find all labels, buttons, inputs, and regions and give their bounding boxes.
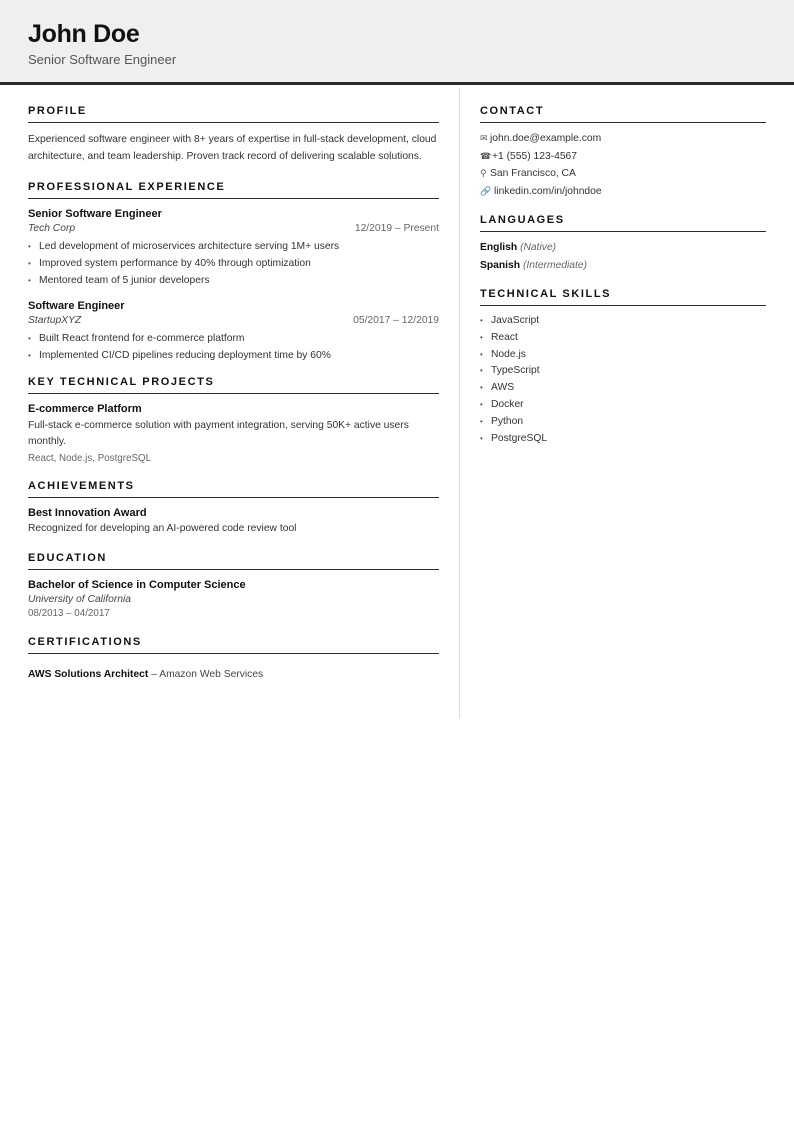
job-entry bbox=[28, 299, 439, 364]
profile-text: Experienced software engineer with 8+ years of expertise in full-stack development, cloud architecture, and team leadership. Proven track record of delivering scalable solutions. bbox=[28, 134, 437, 162]
skill-item: • TypeScript bbox=[480, 363, 766, 380]
section-heading: ACHIEVEMENTS bbox=[28, 480, 439, 498]
location-pin-icon: ⚲ bbox=[480, 168, 487, 178]
contact-list bbox=[480, 130, 766, 200]
achievement-description: Recognized for developing an AI-powered code review tool bbox=[28, 523, 297, 534]
job-bullet: • Improved system performance by 40% through optimization bbox=[28, 255, 439, 272]
job-bullet: • Implemented CI/CD pipelines reducing deployment time by 60% bbox=[28, 347, 439, 364]
experience-section bbox=[28, 181, 439, 364]
contact-text: San Francisco, CA bbox=[490, 168, 576, 179]
section-heading: CERTIFICATIONS bbox=[28, 636, 439, 654]
language-name: Spanish bbox=[480, 259, 521, 271]
contact-text: linkedin.com/in/johndoe bbox=[494, 185, 602, 197]
contact-section bbox=[480, 105, 766, 200]
project-description: Full-stack e-commerce solution with payment integration, serving 50K+ active users monthly. bbox=[28, 420, 409, 447]
contact-location bbox=[480, 165, 766, 183]
contact-phone[interactable] bbox=[480, 148, 766, 166]
section-heading: CONTACT bbox=[480, 105, 766, 123]
job-title: Senior Software Engineer bbox=[28, 208, 162, 220]
job-bullets bbox=[28, 238, 439, 289]
project-name: E-commerce Platform bbox=[28, 403, 142, 415]
education-section bbox=[28, 552, 439, 621]
resume-header bbox=[0, 0, 794, 85]
job-dates: 05/2017 – 12/2019 bbox=[353, 315, 439, 326]
job-entry bbox=[28, 207, 439, 289]
language-name: English bbox=[480, 242, 518, 253]
job-title: Software Engineer bbox=[28, 300, 125, 312]
skill-item: • PostgreSQL bbox=[480, 431, 766, 448]
contact-email[interactable] bbox=[480, 130, 766, 148]
language-list bbox=[480, 239, 766, 274]
company-name: StartupXYZ bbox=[28, 315, 82, 326]
email-icon: ✉ bbox=[480, 133, 488, 143]
job-bullets bbox=[28, 330, 439, 364]
education-school: University of California bbox=[28, 594, 132, 605]
skill-item: • Python bbox=[480, 414, 766, 431]
phone-icon: ☎ bbox=[480, 150, 492, 161]
job-bullet: • Built React frontend for e-commerce platform bbox=[28, 330, 439, 347]
main-column bbox=[28, 88, 439, 682]
certification-name: AWS Solutions Architect bbox=[28, 669, 149, 680]
certifications-section bbox=[28, 636, 439, 682]
job-bullet: • Mentored team of 5 junior developers bbox=[28, 272, 439, 289]
language-level: (Native) bbox=[520, 242, 557, 253]
certification-issuer: – Amazon Web Services bbox=[151, 669, 264, 680]
job-bullet: • Led development of microservices architecture serving 1M+ users bbox=[28, 238, 439, 255]
achievements-section bbox=[28, 480, 439, 536]
job-meta bbox=[28, 222, 439, 236]
skills-section bbox=[480, 288, 766, 447]
section-heading: PROFILE bbox=[28, 105, 439, 123]
projects-section bbox=[28, 376, 439, 466]
skill-item: • Docker bbox=[480, 397, 766, 414]
profile-section bbox=[28, 105, 439, 165]
education-dates: 08/2013 – 04/2017 bbox=[28, 608, 110, 619]
sidebar-column bbox=[480, 88, 766, 447]
section-heading: KEY TECHNICAL PROJECTS bbox=[28, 376, 439, 394]
column-divider bbox=[459, 88, 460, 718]
language-level: (Intermediate) bbox=[522, 259, 588, 271]
contact-text: +1 (555) 123-4567 bbox=[492, 150, 578, 162]
languages-section bbox=[480, 214, 766, 274]
company-name: Tech Corp bbox=[28, 223, 76, 234]
skill-item: • AWS bbox=[480, 380, 766, 397]
skill-item: • React bbox=[480, 330, 766, 347]
section-heading: EDUCATION bbox=[28, 552, 439, 570]
skills-list bbox=[480, 313, 766, 447]
language-entry bbox=[480, 239, 766, 257]
certification-entry bbox=[28, 668, 439, 682]
section-heading: PROFESSIONAL EXPERIENCE bbox=[28, 181, 439, 199]
person-name: John Doe bbox=[28, 20, 140, 48]
contact-linkedin[interactable] bbox=[480, 183, 766, 201]
job-meta bbox=[28, 314, 439, 328]
person-title: Senior Software Engineer bbox=[28, 52, 177, 67]
job-dates: 12/2019 – Present bbox=[354, 223, 439, 234]
education-degree: Bachelor of Science in Computer Science bbox=[28, 579, 246, 591]
project-tech: React, Node.js, PostgreSQL bbox=[28, 453, 152, 464]
section-heading: TECHNICAL SKILLS bbox=[480, 288, 766, 306]
skill-item: • Node.js bbox=[480, 347, 766, 364]
achievement-name: Best Innovation Award bbox=[28, 507, 147, 519]
skill-item: • JavaScript bbox=[480, 313, 766, 330]
section-heading: LANGUAGES bbox=[480, 214, 766, 232]
language-entry bbox=[480, 257, 766, 275]
link-icon: 🔗 bbox=[480, 185, 492, 196]
contact-text: john.doe@example.com bbox=[490, 133, 602, 144]
